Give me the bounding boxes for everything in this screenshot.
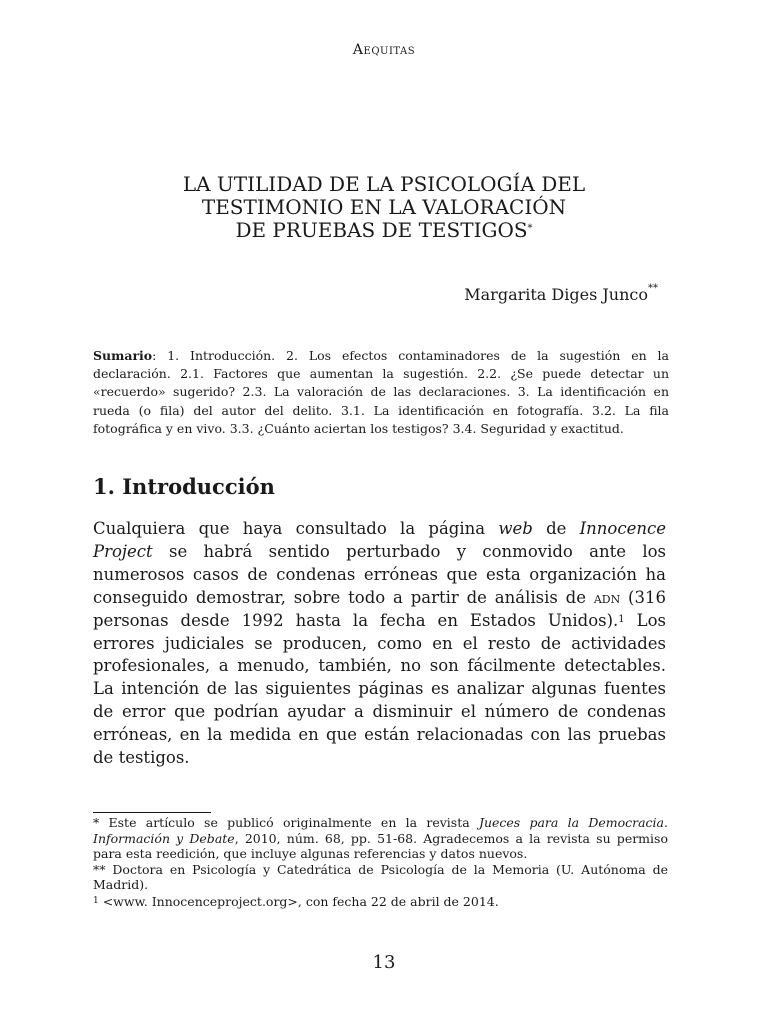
body-footnote-ref: 1 (618, 613, 625, 625)
article-title (120, 173, 648, 242)
footnote-1-journal: Jueces para la Democracia. Información y Debate (93, 815, 668, 846)
title-line-2: TESTIMONIO EN LA VALORACIÓN (201, 195, 567, 219)
section-heading: 1. Introducción (93, 474, 275, 499)
footnote-3 (93, 894, 668, 910)
author (464, 285, 658, 304)
running-head: Aequitas (352, 42, 416, 58)
body-paragraph (93, 518, 666, 770)
footnote-2: ** Doctora en Psicología y Catedrática de Psicología de la Memoria (U. Autónoma de Madrid). (93, 861, 668, 892)
footnote-3-text: <www. Innocenceproject.org>, con fecha 22 de abril de 2014. (98, 893, 499, 909)
title-line-3-text: DE PRUEBAS DE TESTIGOS (235, 218, 528, 242)
author-name: Margarita Diges Junco (464, 285, 648, 304)
footnote-1-text-a: * Este artículo se publicó originalmente en la revista (93, 815, 479, 830)
footnote-3-mark: 1 (93, 895, 99, 906)
summary (93, 347, 669, 438)
summary-label: Sumario (93, 348, 153, 363)
body-part-2: de (532, 519, 580, 538)
body-part-1: Cualquiera que haya consultado la página (93, 519, 499, 538)
page-number: 13 (372, 952, 396, 973)
title-line-3 (120, 219, 648, 242)
body-italic-innocence-project: Innocence Project (93, 519, 666, 561)
footnote-1-text-b: , 2010, núm. 68, pp. 51-68. Agradecemos a la revista su permiso para esta reedición, que incluye algunas referencias y datos nuevos. (93, 830, 668, 861)
footnote-divider (93, 812, 211, 813)
body-italic-web: web (498, 519, 533, 538)
footnote-1 (93, 815, 668, 862)
body-part-5: Los errores judiciales se producen, como en el resto de actividades profesionales, a menudo, también, no son fácilmente detectables. La intención de las siguientes páginas es analizar algunas fuentes de error que podrían ayudar a disminuir el número de condenas erróneas, en la medida en que están relacionadas con las pruebas de testigos. (93, 610, 666, 768)
body-part-3: se habrá sentido perturbado y conmovido ante los numerosos casos de condenas erróneas que esta organización ha conseguido demostrar, sobre todo a partir de análisis de (93, 541, 666, 607)
body-part-4: (316 personas desde 1992 hasta la fecha en Estados Unidos). (93, 587, 666, 630)
body-acronym-adn: adn (593, 588, 621, 607)
summary-text: : 1. Introducción. 2. Los efectos contaminadores de la sugestión en la declaración. 2.1. Factores que aumentan la sugestión. 2.2. ¿Se puede detectar un «recuerdo» sugerido? 2.3. La valoración de las declaraciones. 3. La identificación en rueda (o fila) del autor del delito. 3.1. La identificación en fotografía. 3.2. La fila fotográfica y en vivo. 3.3. ¿Cuánto aciertan los testigos? 3.4. Seguridad y exactitud. (93, 348, 669, 436)
title-line-1: LA UTILIDAD DE LA PSICOLOGÍA DEL (182, 172, 586, 196)
title-footnote-mark: * (527, 223, 533, 234)
author-footnote-mark: ** (648, 283, 658, 294)
footnotes (93, 815, 668, 909)
